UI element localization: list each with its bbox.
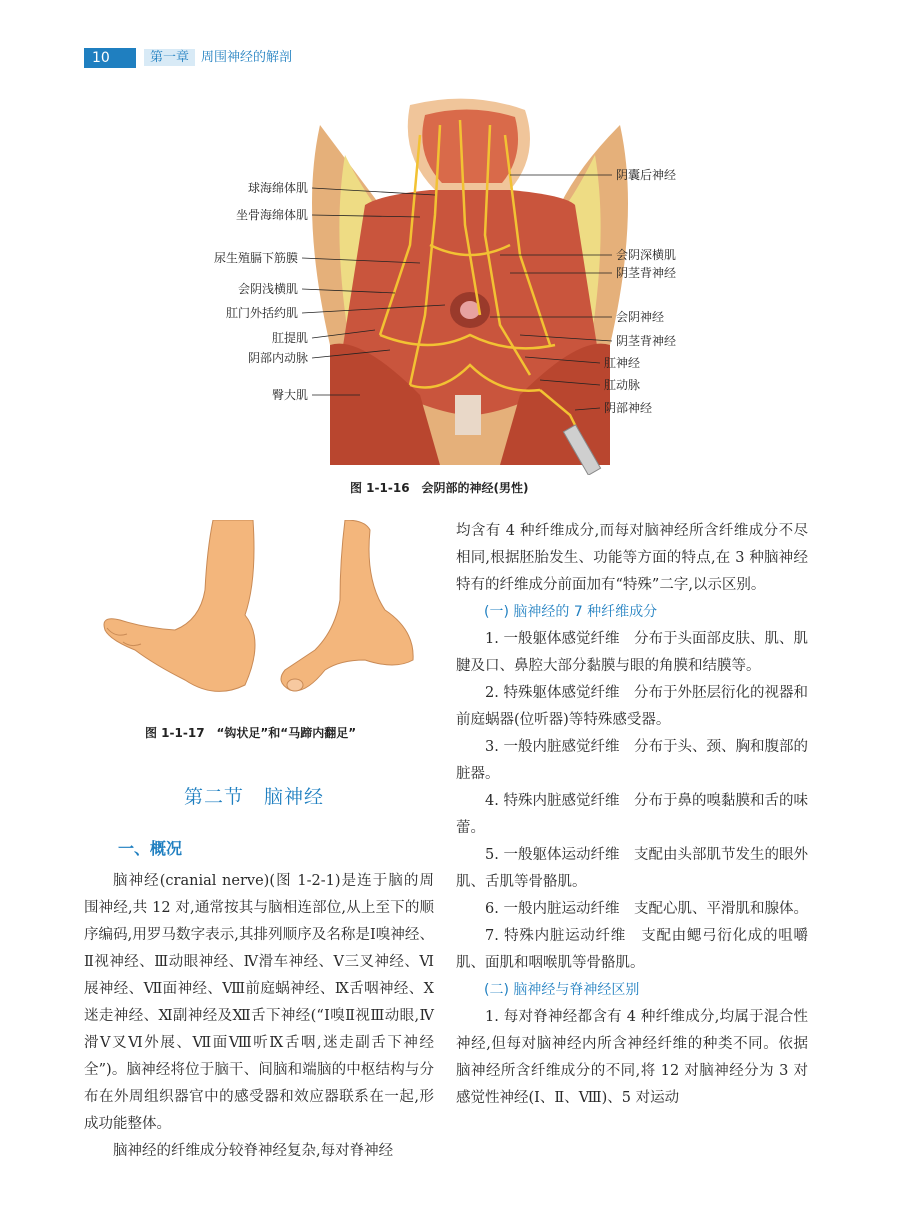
- label-right-3: 阴茎背神经: [616, 266, 677, 280]
- paragraph: 1. 每对脊神经都含有 4 种纤维成分,均属于混合性神经,但每对脑神经内所含神经纤维的种类不同。依据脑神经所含纤维成分的不同,将 12 对脑神经分为 3 对感觉性神经(Ⅰ、Ⅱ、Ⅷ)、5 对运动: [456, 1009, 808, 1106]
- list-item: 3. 一般内脏感觉纤维 分布于头、颈、胸和腹部的脏器。: [456, 739, 808, 782]
- claw-foot: [104, 520, 255, 691]
- label-right-5: 阴茎背神经: [616, 334, 677, 348]
- label-right-7: 肛动脉: [604, 378, 641, 392]
- label-left-4: 会阴浅横肌: [237, 282, 298, 296]
- list-item: 7. 特殊内脏运动纤维 支配由鳃弓衍化成的咀嚼肌、面肌和咽喉肌等骨骼肌。: [456, 928, 808, 971]
- list-item: 6. 一般内脏运动纤维 支配心肌、平滑肌和腺体。: [485, 901, 808, 917]
- left-column: [84, 868, 434, 1165]
- label-right-6: 肛神经: [604, 356, 641, 370]
- list-item: 5. 一般躯体运动纤维 支配由头部肌节发生的眼外肌、舌肌等骨骼肌。: [456, 847, 808, 890]
- heading-differences: (二) 脑神经与脊神经区别: [484, 982, 640, 998]
- running-head: [144, 48, 292, 68]
- figure1-caption: 图 1-1-16 会阴部的神经(男性): [350, 481, 529, 495]
- right-column: [456, 518, 808, 1112]
- clubfoot: [281, 520, 413, 691]
- foot-deformity-figure: [95, 520, 435, 710]
- section-title: 第二节 脑神经: [184, 786, 325, 808]
- subsection-title: 一、概况: [118, 839, 183, 858]
- label-left-7: 阴部内动脉: [247, 351, 308, 365]
- perineum-nerve-figure: [180, 95, 720, 475]
- list-item: 2. 特殊躯体感觉纤维 分布于外胚层衍化的视器和前庭蜗器(位听器)等特殊感受器。: [456, 685, 808, 728]
- paragraph: 脑神经(cranial nerve)(图 1-2-1)是连于脑的周围神经,共 12 对,通常按其与脑相连部位,从上至下的顺序编码,用罗马数字表示,其排列顺序及名称是Ⅰ嗅神经、Ⅱ视神经、Ⅲ动眼神经、Ⅳ滑车神经、Ⅴ三叉神经、Ⅵ展神经、Ⅶ面神经、Ⅷ前庭蜗神经、Ⅸ舌咽神经、Ⅹ迷走神经、Ⅺ副神经及Ⅻ舌下神经(“Ⅰ嗅Ⅱ视Ⅲ动眼,Ⅳ滑Ⅴ叉Ⅵ外展、Ⅶ面Ⅷ听Ⅸ舌咽,迷走副舌下神经全”)。脑神经将位于脑干、间脑和端脑的中枢结构与分布在外周组织器官中的感受器和效应器联系在一起,形成功能整体。: [84, 873, 434, 1132]
- label-right-1: 阴囊后神经: [616, 168, 677, 182]
- label-left-2: 坐骨海绵体肌: [235, 208, 308, 222]
- chapter-tag: 第一章: [144, 49, 195, 66]
- page-number: 10: [84, 48, 136, 68]
- label-right-4: 会阴神经: [616, 310, 665, 324]
- left-labels: [214, 180, 308, 402]
- list-item: 4. 特殊内脏感觉纤维 分布于鼻的嗅黏膜和舌的味蕾。: [456, 793, 808, 836]
- paragraph: 脑神经的纤维成分较脊神经复杂,每对脊神经: [113, 1143, 394, 1159]
- label-left-5: 肛门外括约肌: [225, 306, 298, 320]
- chapter-title: 周围神经的解剖: [201, 50, 293, 65]
- label-left-6: 肛提肌: [271, 331, 308, 345]
- figure2-caption: 图 1-1-17 “钩状足”和“马蹄内翻足”: [145, 726, 357, 740]
- label-left-3: 尿生殖膈下筋膜: [213, 251, 298, 265]
- label-right-2: 会阴深横肌: [616, 248, 677, 262]
- label-left-1: 球海绵体肌: [247, 181, 308, 195]
- label-left-8: 臀大肌: [271, 388, 308, 402]
- label-right-8: 阴部神经: [604, 401, 653, 415]
- list-item: 1. 一般躯体感觉纤维 分布于头面部皮肤、肌、肌腱及口、鼻腔大部分黏膜与眼的角膜和结膜等。: [456, 631, 808, 674]
- paragraph: 均含有 4 种纤维成分,而每对脑神经所含纤维成分不尽相同,根据胚胎发生、功能等方面的特点,在 3 种脑神经特有的纤维成分前面加有“特殊”二字,以示区别。: [456, 523, 808, 593]
- heading-fiber-types: (一) 脑神经的 7 种纤维成分: [484, 604, 658, 620]
